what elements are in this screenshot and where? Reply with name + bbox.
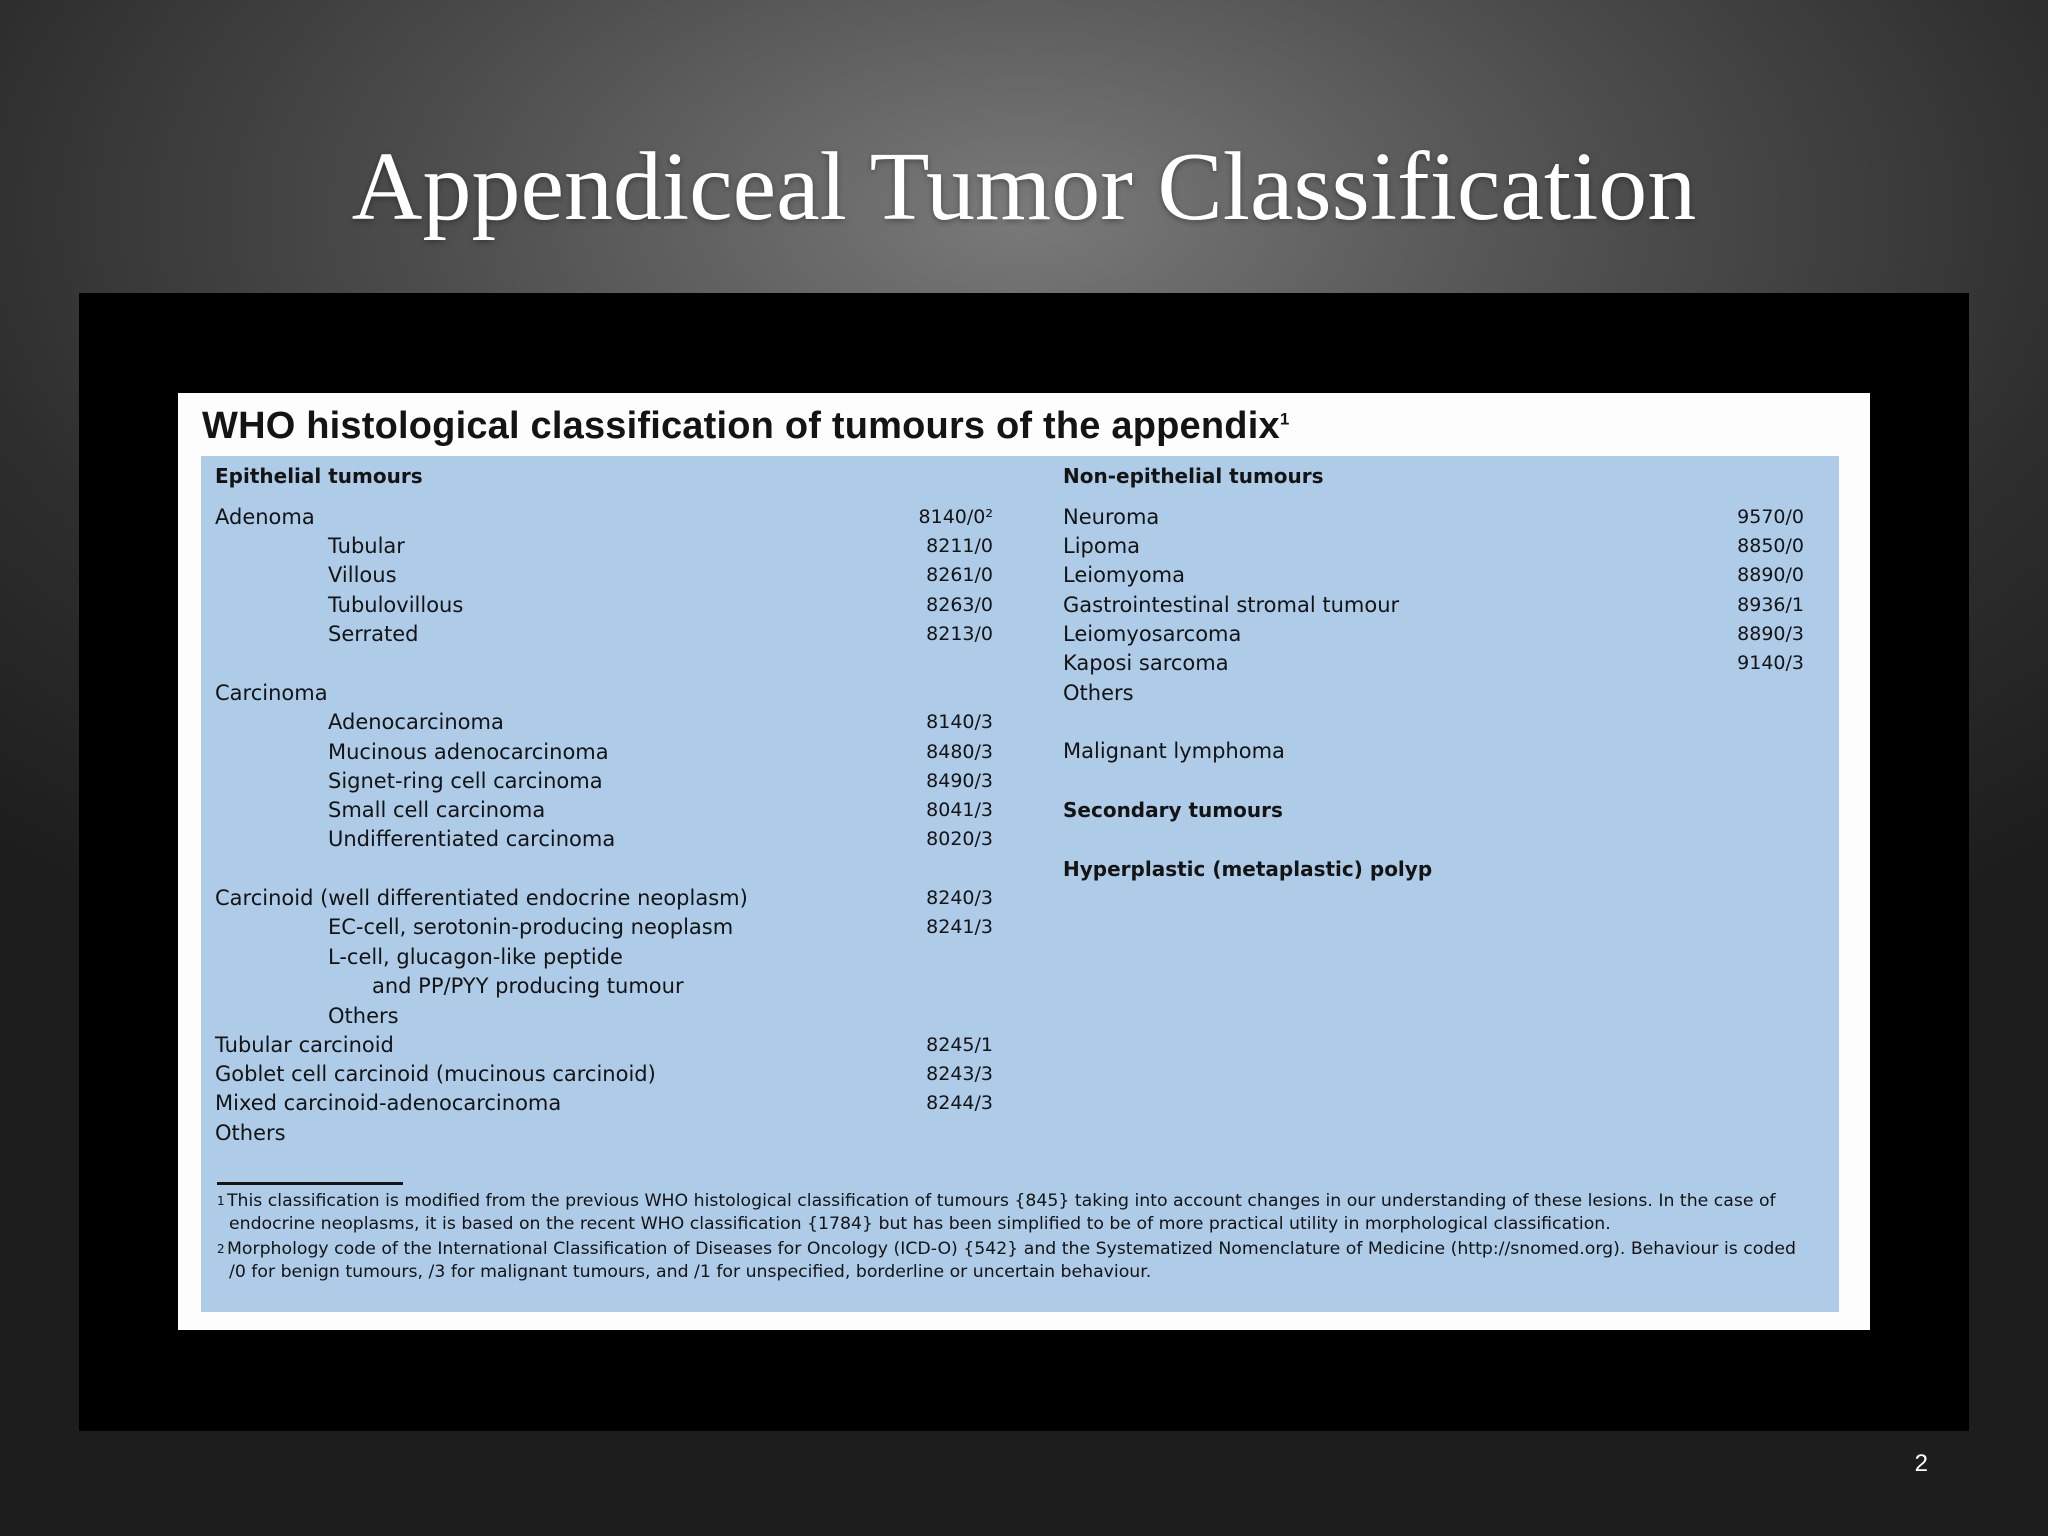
row-code: 8041/3: [926, 799, 993, 821]
table-title: [202, 405, 1289, 448]
row-label: Carcinoid (well differentiated endocrine neoplasm): [215, 886, 748, 910]
row-label: Small cell carcinoma: [328, 798, 546, 822]
footnote-marker: 1: [217, 1194, 225, 1208]
epithelial-heading-label: Epithelial tumours: [215, 464, 423, 488]
table-row: [215, 943, 993, 971]
who-table-card: [178, 393, 1870, 1330]
table-row: [215, 1119, 993, 1147]
footnote-1: [217, 1190, 1827, 1236]
table-row: [215, 884, 993, 912]
row-label: Adenocarcinoma: [328, 710, 504, 734]
table-row: [1063, 679, 1804, 707]
table-row: [215, 620, 993, 648]
row-code: 8890/3: [1737, 623, 1804, 645]
table-title-superscript: 1: [1279, 409, 1290, 429]
table-row: [1063, 561, 1804, 589]
table-row: [215, 913, 993, 941]
slide-title: Appendiceal Tumor Classification: [351, 133, 1697, 241]
footnote-text-continued: /0 for benign tumours, /3 for malignant tumours, and /1 for unspecified, borderline or uncertain behaviour.: [229, 1262, 1152, 1282]
row-code: 8243/3: [926, 1063, 993, 1085]
table-row: [1063, 532, 1804, 560]
secondary-tumours-label: Secondary tumours: [1063, 798, 1283, 822]
hyperplastic-polyp-heading: [1063, 855, 1804, 883]
row-code: 8211/0: [926, 535, 993, 557]
table-row: [1063, 591, 1804, 619]
footnote-2: [217, 1238, 1827, 1284]
row-code: 8261/0: [926, 564, 993, 586]
table-row: [215, 767, 993, 795]
row-label: Others: [1063, 681, 1134, 705]
table-row: [1063, 503, 1804, 531]
row-code: 9570/0: [1737, 506, 1804, 528]
row-label: Villous: [328, 563, 397, 587]
row-code: 8490/3: [926, 770, 993, 792]
row-label: Serrated: [328, 622, 419, 646]
table-row: [215, 825, 993, 853]
row-label: Leiomyosarcoma: [1063, 622, 1242, 646]
row-code: 8244/3: [926, 1092, 993, 1114]
row-code: 8245/1: [926, 1034, 993, 1056]
row-code: 8020/3: [926, 828, 993, 850]
row-label: Goblet cell carcinoid (mucinous carcinoid): [215, 1062, 656, 1086]
secondary-tumours-heading: [1063, 796, 1804, 824]
row-label: Signet-ring cell carcinoma: [328, 769, 603, 793]
row-label: Neuroma: [1063, 505, 1160, 529]
footnote-text-continued: endocrine neoplasms, it is based on the recent WHO classification {1784} but has been simplified to be of more practical utility in morphological classification.: [229, 1214, 1611, 1234]
table-row: [215, 738, 993, 766]
table-row: [1063, 649, 1804, 677]
row-label: Adenoma: [215, 505, 315, 529]
row-code: 8850/0: [1737, 535, 1804, 557]
row-code: 8140/0²: [918, 506, 993, 528]
row-label: Carcinoma: [215, 681, 328, 705]
row-code: 8263/0: [926, 594, 993, 616]
non-epithelial-heading: [1063, 462, 1804, 490]
table-row: [215, 972, 993, 1000]
table-row: [215, 1031, 993, 1059]
table-row: [215, 532, 993, 560]
hyperplastic-polyp-label: Hyperplastic (metaplastic) polyp: [1063, 857, 1433, 881]
row-label: Kaposi sarcoma: [1063, 651, 1229, 675]
row-code: 8480/3: [926, 741, 993, 763]
table-row: [215, 796, 993, 824]
footnote-text: This classification is modified from the previous WHO histological classification of tumours {845} taking into account changes in our understanding of these lesions. In the case of: [227, 1191, 1776, 1211]
row-label: Others: [215, 1121, 286, 1145]
row-label: and PP/PYY producing tumour: [372, 974, 684, 998]
non-epithelial-heading-label: Non-epithelial tumours: [1063, 464, 1324, 488]
row-label: Gastrointestinal stromal tumour: [1063, 593, 1400, 617]
table-row: [215, 591, 993, 619]
row-label: Leiomyoma: [1063, 563, 1185, 587]
classification-panel: [201, 456, 1839, 1312]
row-label: Tubular carcinoid: [215, 1033, 394, 1057]
table-row: [215, 679, 993, 707]
row-code: 8240/3: [926, 887, 993, 909]
row-label: Undifferentiated carcinoma: [328, 827, 616, 851]
row-label: Malignant lymphoma: [1063, 739, 1285, 763]
row-label: L-cell, glucagon-like peptide: [328, 945, 623, 969]
row-code: 8140/3: [926, 711, 993, 733]
table-row: [215, 561, 993, 589]
row-label: EC-cell, serotonin-producing neoplasm: [328, 915, 734, 939]
table-row: [215, 708, 993, 736]
row-label: Mucinous adenocarcinoma: [328, 740, 609, 764]
row-label: Others: [328, 1004, 399, 1028]
row-code: 8213/0: [926, 623, 993, 645]
row-code: 9140/3: [1737, 652, 1804, 674]
table-row: [215, 503, 993, 531]
table-row: [1063, 737, 1804, 765]
row-label: Mixed carcinoid-adenocarcinoma: [215, 1091, 562, 1115]
table-title-text: WHO histological classification of tumours of the appendix: [202, 405, 1280, 447]
row-label: Lipoma: [1063, 534, 1141, 558]
table-row: [215, 1002, 993, 1030]
footnote-marker: 2: [217, 1242, 225, 1256]
page-number: 2: [1914, 1450, 1928, 1477]
table-row: [1063, 620, 1804, 648]
footnote-text: Morphology code of the International Classification of Diseases for Oncology (ICD-O) {542} and the Systematized Nomenclature of Medicine (http://snomed.org). Behaviour is coded: [227, 1239, 1796, 1259]
epithelial-heading: [215, 462, 993, 490]
row-code: 8890/0: [1737, 564, 1804, 586]
row-code: 8241/3: [926, 916, 993, 938]
table-row: [215, 1089, 993, 1117]
footnote-divider: [217, 1182, 403, 1185]
table-row: [215, 1060, 993, 1088]
row-label: Tubulovillous: [328, 593, 464, 617]
row-label: Tubular: [328, 534, 405, 558]
row-code: 8936/1: [1737, 594, 1804, 616]
